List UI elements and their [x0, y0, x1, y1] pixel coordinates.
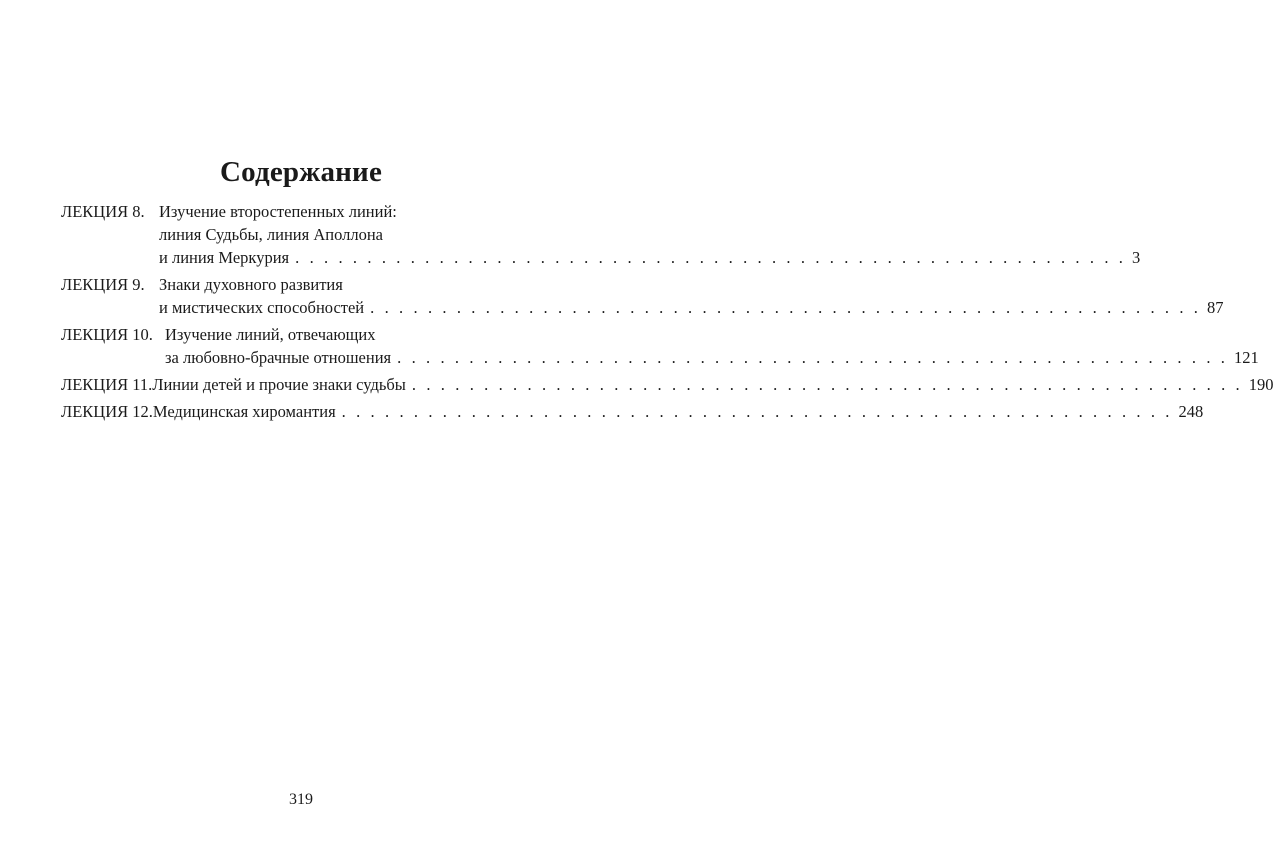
toc-entry-label: ЛЕКЦИЯ 10.	[61, 325, 153, 344]
dot-leader: . . . . . . . . . . . . . . . . . . . . . . . . . . . . . . . . . . . . . . . . . . . . . . . . . . . . . . . . . .	[411, 375, 1243, 394]
toc-page-number: 248	[1178, 402, 1204, 421]
toc-line	[61, 246, 1141, 269]
toc-line	[61, 273, 531, 296]
toc-line	[61, 400, 1204, 423]
toc-line	[61, 200, 531, 223]
toc-entry-title: Медицинская хиромантия	[152, 402, 336, 421]
dot-leader: . . . . . . . . . . . . . . . . . . . . . . . . . . . . . . . . . . . . . . . . . . . . . . . . . . . . . . . . . .	[295, 248, 1126, 267]
dot-leader: . . . . . . . . . . . . . . . . . . . . . . . . . . . . . . . . . . . . . . . . . . . . . . . . . . . . . . . . . .	[341, 402, 1173, 421]
table-of-contents	[61, 200, 1274, 427]
toc-page-number: 121	[1234, 348, 1259, 367]
toc-entry-label: ЛЕКЦИЯ 9.	[61, 275, 145, 294]
contents-heading: Содержание	[219, 156, 383, 188]
toc-entry-label: ЛЕКЦИЯ 8.	[61, 202, 145, 221]
toc-page-number: 87	[1207, 298, 1224, 317]
page-number: 319	[289, 791, 313, 808]
toc-entry-title-continued: и линия Меркурия	[159, 248, 290, 267]
toc-line	[61, 296, 1224, 319]
toc-entry-lecture-9[interactable]	[61, 273, 1224, 319]
toc-entry-label: ЛЕКЦИЯ 11.	[61, 375, 153, 394]
toc-entry-label: ЛЕКЦИЯ 12.	[61, 402, 153, 421]
toc-line	[61, 373, 1274, 396]
toc-entry-title: Изучение второстепенных линий:	[159, 202, 397, 221]
toc-entry-lecture-12[interactable]	[61, 400, 1204, 423]
toc-line	[61, 346, 1259, 369]
toc-line	[61, 223, 531, 246]
toc-page-number: 3	[1132, 248, 1141, 267]
toc-entry-title: Линии детей и прочие знаки судьбы	[152, 375, 406, 394]
toc-entry-lecture-11[interactable]	[61, 373, 1274, 396]
dot-leader: . . . . . . . . . . . . . . . . . . . . . . . . . . . . . . . . . . . . . . . . . . . . . . . . . . . . . . . . . .	[370, 298, 1202, 317]
toc-page-number: 190	[1248, 375, 1274, 394]
toc-line	[61, 323, 531, 346]
toc-entry-title: Изучение линий, отвечающих	[165, 325, 376, 344]
toc-entry-title: Знаки духовного развития	[159, 275, 343, 294]
toc-entry-title-continued: за любовно-брачные отношения	[165, 348, 392, 367]
toc-entry-title-continued: и мистических способностей	[159, 298, 365, 317]
toc-entry-title-continued: линия Судьбы, линия Аполлона	[159, 225, 383, 244]
toc-entry-lecture-10[interactable]	[61, 323, 1259, 369]
dot-leader: . . . . . . . . . . . . . . . . . . . . . . . . . . . . . . . . . . . . . . . . . . . . . . . . . . . . . . . . . .	[397, 348, 1228, 367]
toc-entry-lecture-8[interactable]	[61, 200, 1141, 269]
